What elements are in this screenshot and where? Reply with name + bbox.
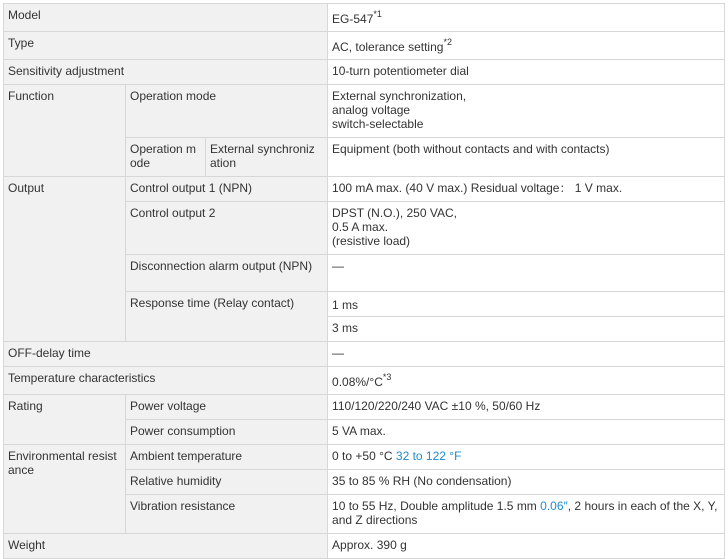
response-time-value-2: 3 ms <box>328 317 725 342</box>
external-sync-label: External synchroniz ation <box>206 138 328 177</box>
power-voltage-label: Power voltage <box>126 395 328 420</box>
ambient-temperature-label: Ambient temperature <box>126 445 328 470</box>
power-voltage-value: 110/120/220/240 VAC ±10 %, 50/60 Hz <box>328 395 725 420</box>
disconnection-alarm-label: Disconnection alarm output (NPN) <box>126 255 328 292</box>
row-type <box>4 32 725 60</box>
operation-mode-line-2: analog voltage <box>332 103 411 117</box>
operation-mode-value <box>328 85 725 138</box>
sensitivity-label: Sensitivity adjustment <box>4 60 328 85</box>
output-label: Output <box>4 177 126 342</box>
model-text: EG-547 <box>332 12 374 26</box>
control-output-2-line-3: (resistive load) <box>332 234 411 248</box>
vibration-text-a: 10 to 55 Hz, Double amplitude 1.5 mm <box>332 499 537 513</box>
row-operation-mode <box>4 85 725 138</box>
operation-mode-sub-label: Operation m ode <box>126 138 206 177</box>
response-time-value-1: 1 ms <box>328 292 725 317</box>
vibration-resistance-label: Vibration resistance <box>126 495 328 534</box>
sensitivity-value: 10-turn potentiometer dial <box>328 60 725 85</box>
off-delay-value: — <box>328 342 725 367</box>
footnote-1: *1 <box>373 9 382 19</box>
footnote-2: *2 <box>443 37 452 47</box>
vibration-text-b: , 2 hours in each of the X, Y, and Z directions <box>332 499 718 527</box>
footnote-3: *3 <box>382 372 392 382</box>
type-label: Type <box>4 32 328 60</box>
operation-mode-label: Operation mode <box>126 85 328 138</box>
spec-table <box>3 3 725 559</box>
off-delay-label: OFF-delay time <box>4 342 328 367</box>
row-off-delay <box>4 342 725 367</box>
control-output-2-line-1: DPST (N.O.), 250 VAC, <box>332 206 457 220</box>
row-ambient-temperature <box>4 445 725 470</box>
vibration-imperial: 0.06″ <box>540 499 568 513</box>
control-output-2-label: Control output 2 <box>126 202 328 255</box>
power-consumption-label: Power consumption <box>126 420 328 445</box>
row-model <box>4 4 725 32</box>
ambient-temperature-metric: 0 to +50 °C <box>332 449 393 463</box>
temperature-value <box>328 367 725 395</box>
model-label: Model <box>4 4 328 32</box>
relative-humidity-label: Relative humidity <box>126 470 328 495</box>
function-label: Function <box>4 85 126 177</box>
type-value <box>328 32 725 60</box>
model-value <box>328 4 725 32</box>
row-power-voltage <box>4 395 725 420</box>
relative-humidity-value: 35 to 85 % RH (No condensation) <box>328 470 725 495</box>
weight-label: Weight <box>4 534 328 559</box>
type-text: AC, tolerance setting <box>332 40 444 54</box>
control-output-2-value <box>328 202 725 255</box>
control-output-1-label: Control output 1 (NPN) <box>126 177 328 202</box>
row-control-output-1 <box>4 177 725 202</box>
vibration-resistance-value <box>328 495 725 534</box>
ambient-temperature-value <box>328 445 725 470</box>
operation-mode-line-1: External synchronization, <box>332 89 467 103</box>
row-sensitivity <box>4 60 725 85</box>
control-output-2-line-2: 0.5 A max. <box>332 220 389 234</box>
ambient-temperature-imperial: 32 to 122 °F <box>395 449 462 463</box>
temperature-text: 0.08%/°C <box>332 375 383 389</box>
power-consumption-value: 5 VA max. <box>328 420 725 445</box>
operation-mode-line-3: switch-selectable <box>332 117 424 131</box>
response-time-label: Response time (Relay contact) <box>126 292 328 342</box>
external-sync-value: Equipment (both without contacts and with contacts) <box>328 138 725 177</box>
disconnection-alarm-value: — <box>328 255 725 292</box>
weight-value: Approx. 390 g <box>328 534 725 559</box>
row-weight <box>4 534 725 559</box>
temperature-label: Temperature characteristics <box>4 367 328 395</box>
environmental-label: Environmental resist ance <box>4 445 126 534</box>
rating-label: Rating <box>4 395 126 445</box>
control-output-1-value: 100 mA max. (40 V max.) Residual voltage： 1 V max. <box>328 177 725 202</box>
row-temperature <box>4 367 725 395</box>
